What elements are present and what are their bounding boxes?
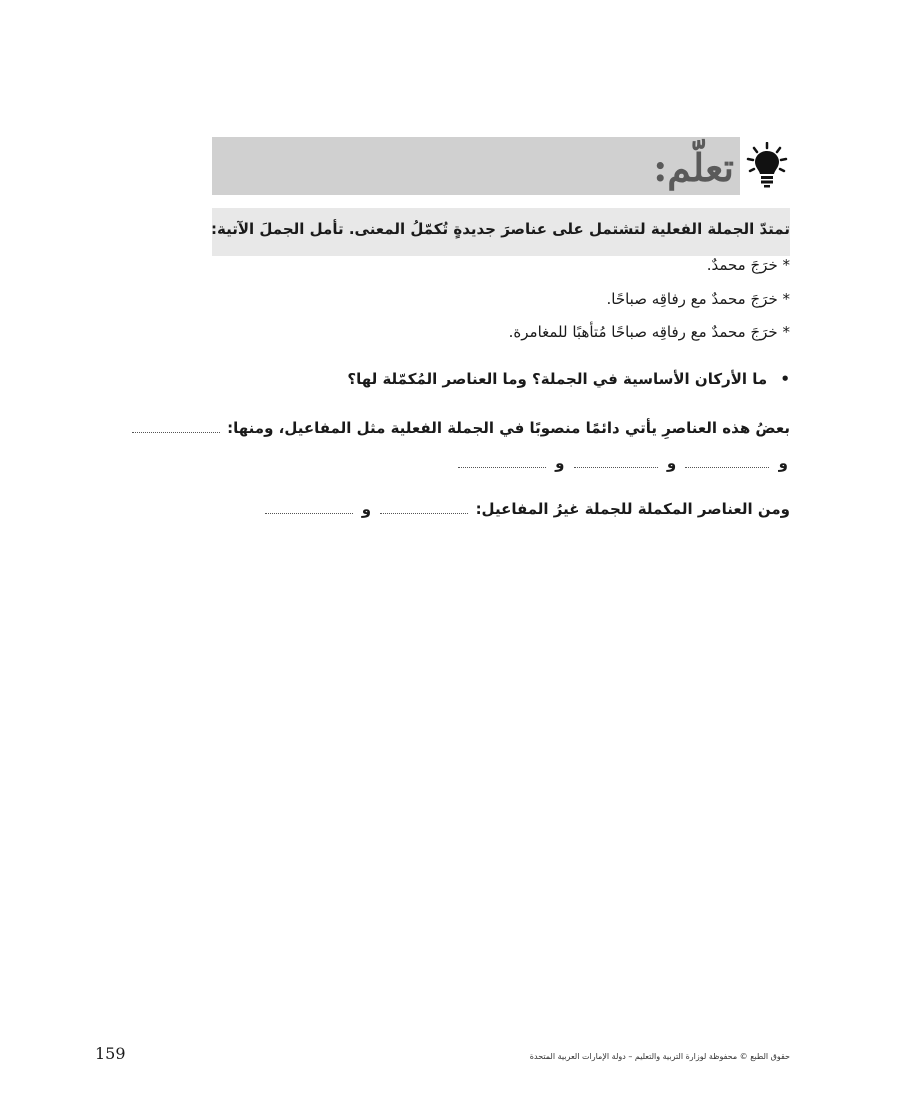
example-text: خرَجَ محمدٌ مع رفاقِه صباحًا مُتأهبًا للمغامرة. [508, 323, 778, 341]
answer-blank[interactable] [132, 414, 220, 433]
example-sentence [230, 252, 790, 278]
answer-blank[interactable] [574, 449, 658, 468]
example-marker: * [782, 323, 790, 341]
example-text: خرَجَ محمدٌ مع رفاقِه صباحًا. [606, 290, 778, 308]
question-text: ما الأركان الأساسية في الجملة؟ وما العناصر المُكمّلة لها؟ [347, 370, 768, 388]
lightbulb-icon [746, 142, 788, 188]
answer-blank[interactable] [685, 449, 769, 468]
example-marker: * [782, 290, 790, 308]
connector: و [666, 454, 677, 472]
exercise-line [212, 413, 790, 443]
copyright-notice: حقوق الطبع © محفوظة لوزارة التربية والتعليم – دولة الإمارات العربية المتحدة [529, 1052, 790, 1061]
example-sentence [230, 319, 790, 345]
exercise-text: ومن العناصر المكملة للجملة غيرُ المفاعيل: [475, 500, 790, 518]
example-marker: * [782, 256, 790, 274]
exercise-line [212, 494, 790, 524]
page-number: 159 [95, 1044, 126, 1063]
question [212, 364, 790, 394]
exercise-text: بعضُ هذه العناصرِ يأتي دائمًا منصوبًا في الجملة الفعلية مثل المفاعيل، ومنها: [227, 419, 790, 437]
answer-blank[interactable] [458, 449, 546, 468]
connector: و [778, 454, 788, 472]
answer-blank[interactable] [380, 495, 468, 514]
intro-text: تمتدّ الجملة الفعلية لتشتمل على عناصرَ جديدةٍ تُكمّلُ المعنى. تأمل الجملَ الآتية: [211, 220, 790, 238]
bullet: • [780, 370, 790, 388]
connector: و [361, 500, 372, 518]
exercise-line [212, 448, 790, 478]
answer-blank[interactable] [265, 495, 353, 514]
example-sentence [230, 286, 790, 312]
example-text: خرَجَ محمدٌ. [706, 256, 778, 274]
section-title: تعلّم: [653, 145, 734, 190]
connector: و [555, 454, 565, 472]
